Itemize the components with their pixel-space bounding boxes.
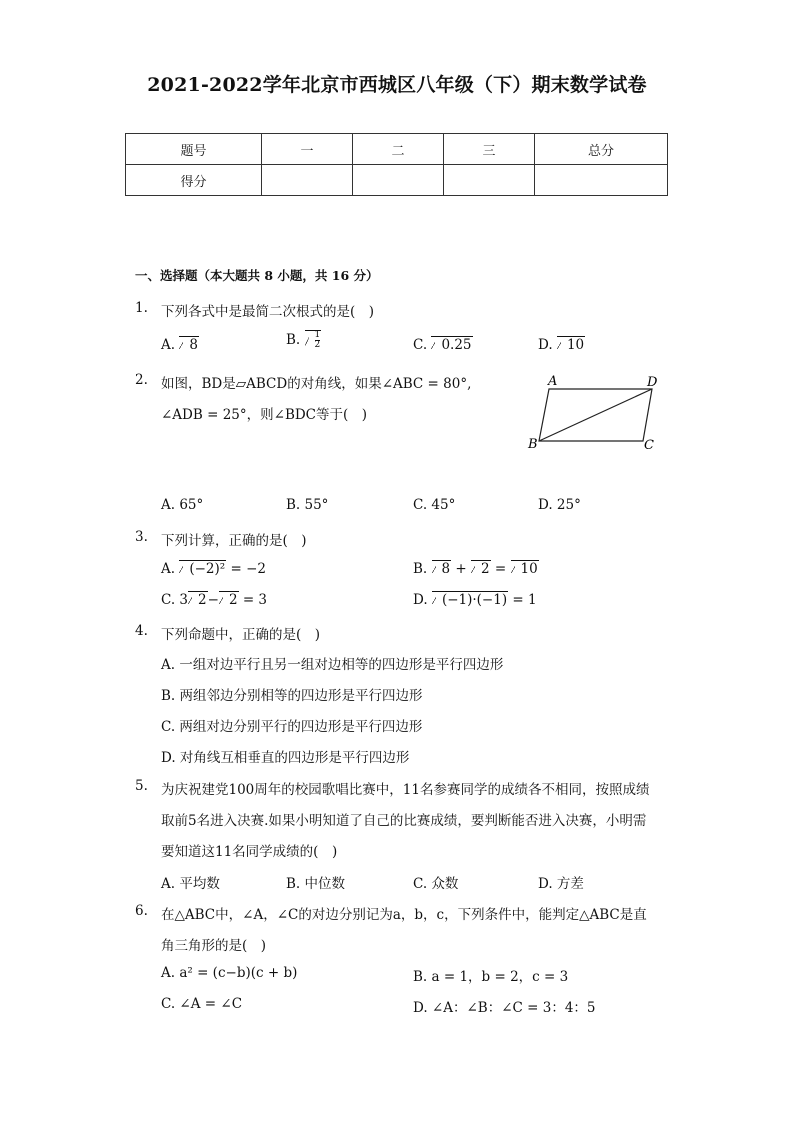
option-c[interactable] bbox=[161, 591, 267, 608]
question-number: 6. bbox=[135, 903, 148, 919]
score-cell[interactable] bbox=[444, 165, 535, 196]
option-a[interactable]: A. 65° bbox=[161, 497, 204, 513]
score-table-header-cell: 总分 bbox=[535, 134, 668, 165]
expression-text: + bbox=[451, 561, 472, 577]
vertex-label-b: B bbox=[528, 437, 538, 452]
score-cell[interactable] bbox=[535, 165, 668, 196]
sqrt-expression bbox=[188, 591, 208, 608]
score-row-label: 得分 bbox=[126, 165, 262, 196]
question-number: 3. bbox=[135, 529, 148, 545]
option-a[interactable] bbox=[161, 336, 199, 353]
radicand: 8 bbox=[441, 561, 451, 577]
vertex-label-d: D bbox=[647, 375, 658, 390]
radicand: 2 bbox=[198, 592, 207, 608]
radicand: 10 bbox=[566, 337, 585, 353]
radicand: 10 bbox=[520, 561, 538, 577]
sqrt-expression bbox=[432, 591, 508, 608]
sqrt-expression bbox=[432, 560, 452, 577]
option-d[interactable] bbox=[413, 591, 537, 608]
sqrt-expression bbox=[471, 560, 491, 577]
option-b[interactable] bbox=[413, 560, 539, 577]
sqrt-expression bbox=[305, 330, 322, 350]
radicand: 2 bbox=[481, 561, 490, 577]
option-c[interactable]: C. 两组对边分别平行的四边形是平行四边形 bbox=[161, 719, 423, 735]
question-stem: 下列各式中是最简二次根式的是( ) bbox=[161, 304, 375, 320]
score-table bbox=[125, 133, 668, 196]
question-stem-line: 角三角形的是( ) bbox=[161, 938, 267, 954]
question-stem: 下列命题中，正确的是( ) bbox=[161, 627, 321, 643]
expression-text: = 1 bbox=[508, 592, 537, 608]
expression-text: = 3 bbox=[238, 592, 268, 608]
question-stem-line: 要知道这11名同学成绩的( ) bbox=[161, 844, 338, 860]
sqrt-expression bbox=[179, 336, 199, 353]
diagonal-bd bbox=[539, 389, 652, 441]
vertex-label-a: A bbox=[548, 374, 558, 389]
score-table-row bbox=[126, 165, 668, 196]
radicand: 8 bbox=[189, 337, 198, 353]
option-c[interactable]: C. ∠A = ∠C bbox=[161, 996, 243, 1012]
question-stem-line: 如图，BD是▱ABCD的对角线，如果∠ABC = 80°, bbox=[161, 376, 472, 392]
fraction bbox=[314, 330, 322, 350]
option-label: B. bbox=[413, 561, 432, 577]
option-label: D. bbox=[538, 337, 553, 353]
option-b[interactable]: B. 两组邻边分别相等的四边形是平行四边形 bbox=[161, 688, 423, 704]
option-d[interactable]: D. ∠A：∠B：∠C = 3：4：5 bbox=[413, 1000, 596, 1016]
score-table-header-cell: 二 bbox=[353, 134, 444, 165]
option-a[interactable]: A. a² = (c−b)(c + b) bbox=[161, 965, 298, 981]
radicand: (−2)² bbox=[189, 561, 226, 577]
option-label: D. bbox=[413, 592, 432, 608]
option-b[interactable]: B. 55° bbox=[286, 497, 329, 513]
score-table-header-row bbox=[126, 134, 668, 165]
option-label: A. bbox=[161, 337, 176, 353]
score-cell[interactable] bbox=[262, 165, 353, 196]
option-b[interactable]: B. 中位数 bbox=[286, 876, 346, 892]
expression-text: = −2 bbox=[226, 561, 266, 577]
radicand: 2 bbox=[228, 592, 238, 608]
option-a[interactable]: A. 平均数 bbox=[161, 876, 220, 892]
score-table-header-cell: 一 bbox=[262, 134, 353, 165]
question-stem: 下列计算，正确的是( ) bbox=[161, 533, 307, 549]
option-label: A. bbox=[161, 561, 180, 577]
option-label: C. 3 bbox=[161, 592, 189, 608]
option-b[interactable]: B. a = 1，b = 2，c = 3 bbox=[413, 969, 569, 985]
sqrt-expression bbox=[219, 591, 239, 608]
question-stem-line: ∠ADB = 25°，则∠BDC等于( ) bbox=[161, 407, 368, 423]
score-table-header-cell: 题号 bbox=[126, 134, 262, 165]
numerator: 1 bbox=[314, 330, 321, 340]
question-number: 1. bbox=[135, 300, 148, 316]
score-table-header-cell: 三 bbox=[444, 134, 535, 165]
option-a[interactable] bbox=[161, 560, 266, 577]
option-label: B. bbox=[286, 332, 301, 348]
option-d[interactable]: D. 方差 bbox=[538, 876, 584, 892]
question-stem-line: 为庆祝建党100周年的校园歌唱比赛中，11名参赛同学的成绩各不相同，按照成绩 bbox=[161, 782, 650, 798]
page-title: 2021-2022学年北京市西城区八年级（下）期末数学试卷 bbox=[147, 74, 647, 96]
option-d[interactable]: D. 25° bbox=[538, 497, 581, 513]
sqrt-expression bbox=[557, 336, 585, 353]
expression-text: − bbox=[207, 592, 219, 608]
question-stem-line: 取前5名进入决赛.如果小明知道了自己的比赛成绩，要判断能否进入决赛，小明需 bbox=[161, 813, 647, 829]
section-heading: 一、选择题（本大题共 8 小题，共 16 分） bbox=[135, 268, 379, 283]
sqrt-expression bbox=[179, 560, 226, 577]
question-number: 5. bbox=[135, 778, 148, 794]
sqrt-expression bbox=[511, 560, 539, 577]
denominator: 2 bbox=[314, 340, 321, 350]
radicand: (−1)·(−1) bbox=[441, 592, 508, 608]
option-c[interactable]: C. 45° bbox=[413, 497, 456, 513]
option-c[interactable]: C. 众数 bbox=[413, 876, 459, 892]
question-stem-line: 在△ABC中，∠A，∠C的对边分别记为a，b，c，下列条件中，能判定△ABC是直 bbox=[161, 907, 647, 923]
score-cell[interactable] bbox=[353, 165, 444, 196]
option-b[interactable] bbox=[286, 330, 321, 350]
option-a[interactable]: A. 一组对边平行且另一组对边相等的四边形是平行四边形 bbox=[161, 657, 504, 673]
radicand: 0.25 bbox=[441, 337, 472, 353]
option-d[interactable] bbox=[538, 336, 585, 353]
question-number: 4. bbox=[135, 623, 148, 639]
option-label: C. bbox=[413, 337, 428, 353]
question-number: 2. bbox=[135, 372, 148, 388]
vertex-label-c: C bbox=[644, 438, 654, 453]
option-d[interactable]: D. 对角线互相垂直的四边形是平行四边形 bbox=[161, 750, 410, 766]
parallelogram-figure bbox=[525, 370, 665, 455]
sqrt-expression bbox=[431, 336, 472, 353]
option-c[interactable] bbox=[413, 336, 473, 353]
expression-text: = bbox=[490, 561, 511, 577]
